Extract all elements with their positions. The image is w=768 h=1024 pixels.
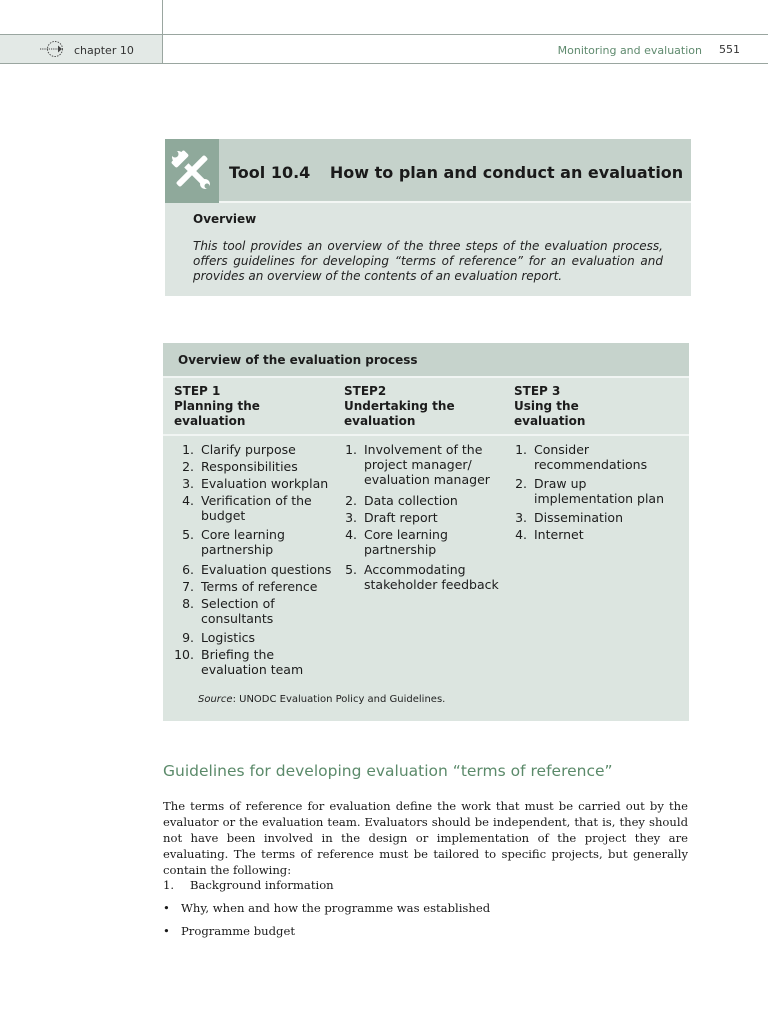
tool-number: Tool 10.4 — [229, 163, 311, 182]
source-text: : UNODC Evaluation Policy and Guidelines. — [232, 694, 446, 705]
process-box — [163, 343, 689, 721]
list-item: 4. Core learning partnership — [345, 527, 448, 557]
list-item: 3. Draft report — [345, 510, 438, 525]
list-item: 7. Terms of reference — [182, 579, 318, 594]
item-text: Background information — [190, 878, 334, 892]
page-number: 551 — [719, 43, 740, 56]
overview-text: This tool provides an overview of the three steps of the evaluation process, offers guidelines for developing “terms of reference” for an evaluation and provides an overview of the contents of an evaluation report. — [193, 239, 663, 283]
page-header — [0, 34, 768, 64]
guidelines-paragraph: The terms of reference for evaluation define the work that must be carried out by the evaluator or the evaluation team. Evaluators should be independent, that is, they should not have been involved in the design or implementation of the project they are evaluating. The terms of reference must be tailored to specific projects, but generally contain the following: — [163, 799, 688, 877]
list-item: 4. Verification of the budget — [182, 493, 312, 523]
tool-header — [165, 139, 691, 203]
list-item: 8. Selection of consultants — [182, 596, 275, 626]
bullet-item — [163, 924, 295, 938]
list-item: 9. Logistics — [182, 630, 256, 645]
step-name: Undertaking the evaluation — [344, 399, 455, 428]
step-label: STEP2 — [344, 384, 387, 398]
step-name: Planning the evaluation — [174, 399, 260, 428]
step-1-list — [174, 442, 331, 677]
chapter-label: chapter 10 — [74, 44, 134, 57]
tools-icon — [170, 149, 214, 193]
process-title: Overview of the evaluation process — [178, 353, 418, 367]
dotted-arrow-icon — [40, 40, 64, 58]
list-item: 1. Consider recommendations — [515, 442, 648, 472]
step-2-header — [344, 384, 504, 429]
tool-box — [165, 139, 691, 296]
tool-title-text: How to plan and conduct an evaluation — [329, 163, 684, 182]
list-item: 3. Evaluation workplan — [182, 476, 329, 491]
step-label: STEP 1 — [174, 384, 221, 398]
source-note — [198, 694, 445, 705]
item-marker: 1. — [163, 878, 175, 892]
chapter-tab — [0, 35, 162, 63]
list-item: 10. Briefing the evaluation team — [174, 647, 304, 677]
list-item: 2. Data collection — [345, 493, 458, 508]
step-1-header — [174, 384, 334, 429]
process-header — [163, 343, 689, 378]
list-item: 5. Core learning partnership — [182, 527, 285, 557]
bullet-marker: • — [163, 924, 170, 938]
source-label: Source — [198, 694, 233, 705]
numbered-item — [163, 878, 334, 892]
bullet-text: Programme budget — [181, 924, 295, 938]
list-item: 3. Dissemination — [515, 510, 623, 525]
step-label: STEP 3 — [514, 384, 561, 398]
guidelines-heading: Guidelines for developing evaluation “terms of reference” — [163, 762, 613, 780]
bullet-text: Why, when and how the programme was established — [181, 901, 491, 915]
bullet-marker: • — [163, 901, 170, 915]
step-name: Using the evaluation — [514, 399, 586, 428]
list-item: 2. Draw up implementation plan — [515, 476, 665, 506]
step-3-header — [514, 384, 674, 429]
tool-icon-box — [165, 139, 219, 203]
section-title: Monitoring and evaluation — [557, 44, 702, 57]
list-item: 5. Accommodating stakeholder feedback — [345, 562, 499, 592]
step-3-list — [507, 442, 674, 542]
bullet-item — [163, 901, 490, 915]
steps-header-row — [163, 378, 689, 436]
list-item: 2. Responsibilities — [182, 459, 298, 474]
list-item: 4. Internet — [515, 527, 584, 542]
step-2-list — [337, 442, 504, 592]
tool-title — [229, 163, 683, 182]
list-item: 1. Involvement of the project manager/ evaluation manager — [345, 442, 490, 487]
list-item: 6. Evaluation questions — [182, 562, 332, 577]
overview-heading: Overview — [193, 212, 257, 226]
list-item: 1. Clarify purpose — [182, 442, 296, 457]
